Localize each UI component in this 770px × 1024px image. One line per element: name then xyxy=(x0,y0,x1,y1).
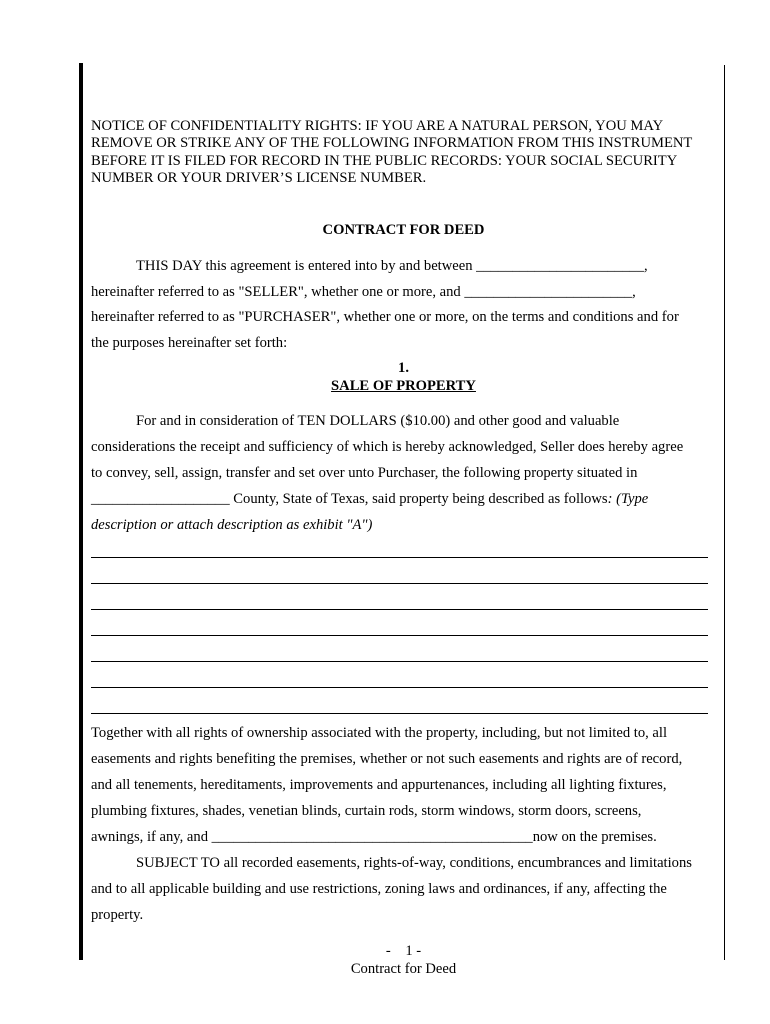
subject-line-2: and to all applicable building and use restrictions, zoning laws and ordinances, if any, affecting the xyxy=(91,881,667,897)
left-margin-bar xyxy=(79,63,83,960)
description-blank-line[interactable] xyxy=(91,661,708,662)
together-line-1: Together with all rights of ownership associated with the property, including, but not limited to, all xyxy=(91,725,667,741)
section1-line-2: considerations the receipt and sufficiency of which is hereby acknowledged, Seller does hereby agree xyxy=(91,439,684,455)
description-blank-line[interactable] xyxy=(91,687,708,688)
section1-line-4 xyxy=(91,490,648,508)
county-blank-text: ___________________ County, State of Texas, said property being described as follows xyxy=(91,491,608,507)
together-line-2: easements and rights benefiting the premises, whether or not such easements and rights are of record, xyxy=(91,751,683,767)
intro-line-4: the purposes hereinafter set forth: xyxy=(91,335,288,351)
section-heading: SALE OF PROPERTY xyxy=(331,378,476,394)
section1-line-5 xyxy=(91,516,372,534)
document-title: CONTRACT FOR DEED xyxy=(322,222,485,238)
description-blank-line[interactable] xyxy=(91,557,708,558)
intro-line-2: hereinafter referred to as "SELLER", whether one or more, and _______________________, xyxy=(91,284,636,300)
section1-line-1: For and in consideration of TEN DOLLARS ($10.00) and other good and valuable xyxy=(136,413,620,429)
section-number: 1. xyxy=(398,360,409,376)
together-line-4: plumbing fixtures, shades, venetian blinds, curtain rods, storm windows, storm doors, screens, xyxy=(91,803,642,819)
section1-line-3: to convey, sell, assign, transfer and set over unto Purchaser, the following property situated in xyxy=(91,465,638,481)
description-instruction: description or attach description as exhibit "A") xyxy=(91,517,373,533)
subject-line-3: property. xyxy=(91,907,144,923)
intro-line-1: THIS DAY this agreement is entered into by and between _______________________, xyxy=(136,258,648,274)
description-blank-line[interactable] xyxy=(91,583,708,584)
page-number: - 1 - xyxy=(385,943,422,959)
type-instruction: : (Type xyxy=(607,491,649,507)
intro-line-3: hereinafter referred to as "PURCHASER", whether one or more, on the terms and conditions and for xyxy=(91,309,679,325)
description-blank-line[interactable] xyxy=(91,713,708,714)
description-blank-line[interactable] xyxy=(91,609,708,610)
right-margin-line xyxy=(724,65,725,960)
together-line-3: and all tenements, hereditaments, improvements and appurtenances, including all lighting fixtures, xyxy=(91,777,667,793)
confidentiality-notice: NOTICE OF CONFIDENTIALITY RIGHTS: IF YOU ARE A NATURAL PERSON, YOU MAY REMOVE OR STRIKE ANY OF THE FOLLOWING INFORMATION FROM THIS INSTRUMENT BEFORE IT IS FILED FOR RECORD IN THE PUBLIC RECORDS: YOUR SOCIAL SECURITY NUMBER OR YOUR DRIVER’S LICENSE NUMBER. xyxy=(91,118,693,186)
together-line-5: awnings, if any, and ____________________________________________now on the premises. xyxy=(91,829,657,845)
footer-title: Contract for Deed xyxy=(350,961,457,977)
subject-line-1: SUBJECT TO all recorded easements, rights-of-way, conditions, encumbrances and limitations xyxy=(136,855,692,871)
description-blank-line[interactable] xyxy=(91,635,708,636)
